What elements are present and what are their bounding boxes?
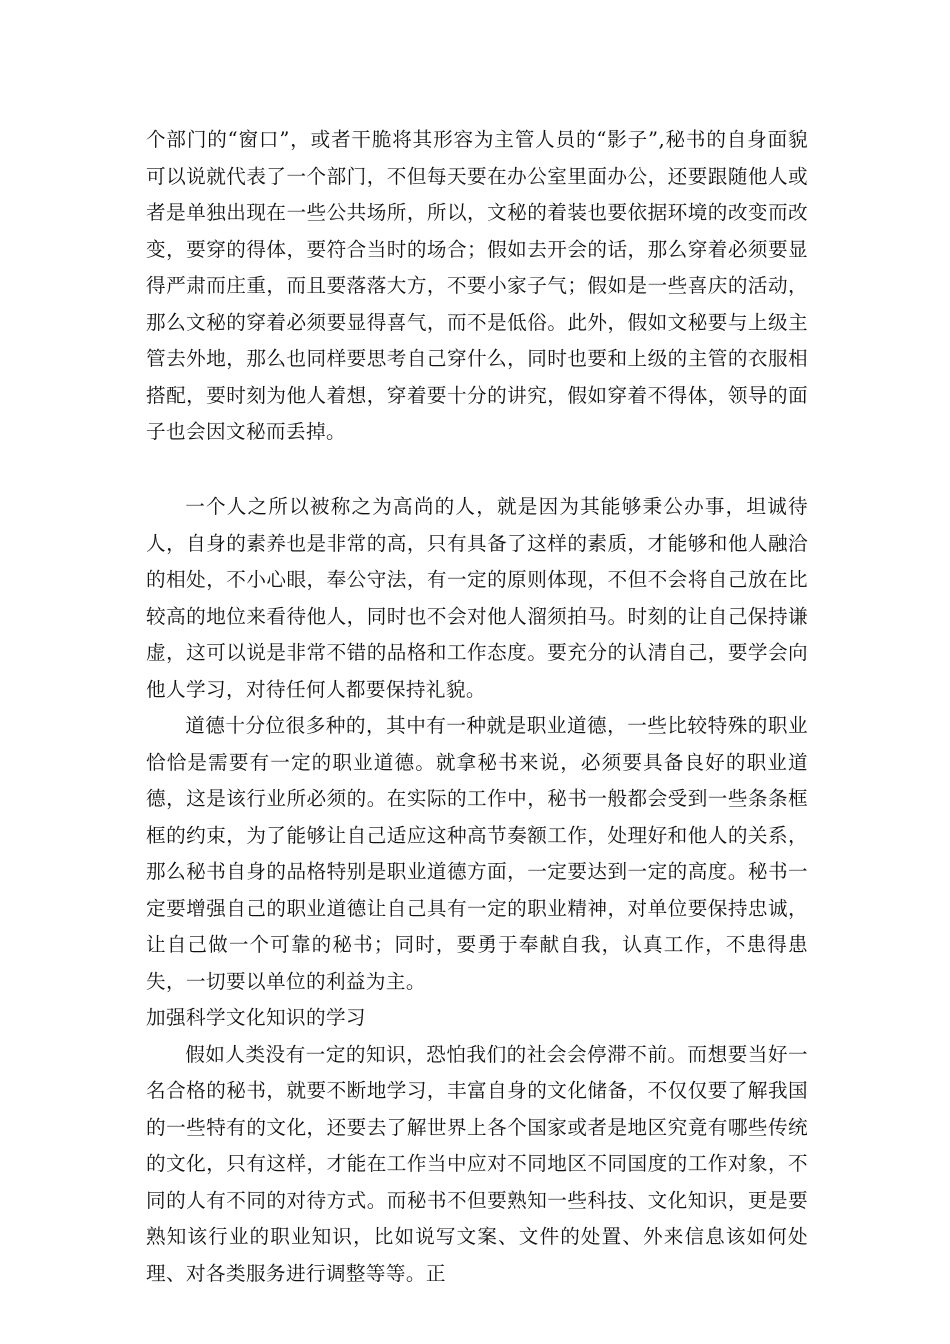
text-block-main: [146, 489, 808, 1292]
paragraph-continued: 个部门的“窗口”，或者干脆将其形容为主管人员的“影子”,秘书的自身面貌可以说就代表了一个部门，不但每天要在办公室里面办公，还要跟随他人或者是单独出现在一些公共场所，所以，文秘的着装也要依据环境的改变而改变，要穿的得体，要符合当时的场合；假如去开会的话，那么穿着必须要显得严肃而庄重，而且要落落大方，不要小家子气；假如是一些喜庆的活动，那么文秘的穿着必须要显得喜气，而不是低俗。此外，假如文秘要与上级主管去外地，那么也同样要思考自己穿什么，同时也要和上级的主管的衣服相搭配，要时刻为他人着想，穿着要十分的讲究，假如穿着不得体，领导的面子也会因文秘而丢掉。: [146, 128, 808, 443]
paragraph-knowledge-learning: 假如人类没有一定的知识，恐怕我们的社会会停滞不前。而想要当好一名合格的秘书，就要不断地学习，丰富自身的文化储备，不仅仅要了解我国的一些特有的文化，还要去了解世界上各个国家或者是地区究竟有哪些传统的文化，只有这样，才能在工作当中应对不同地区不同国度的工作对象，不同的人有不同的对待方式。而秘书不但要熟知一些科技、文化知识，更是要熟知该行业的职业知识，比如说写文案、文件的处置、外来信息该如何处理、对各类服务进行调整等等。正: [146, 1042, 808, 1285]
paragraph-noble-person: 一个人之所以被称之为高尚的人，就是因为其能够秉公办事，坦诚待人，自身的素养也是非常的高，只有具备了这样的素质，才能够和他人融洽的相处，不小心眼，奉公守法，有一定的原则体现，不但不会将自己放在比较高的地位来看待他人，同时也不会对他人溜须拍马。时刻的让自己保持谦虚，这可以说是非常不错的品格和工作态度。要充分的认清自己，要学会向他人学习，对待任何人都要保持礼貌。: [146, 495, 808, 701]
paragraph-professional-ethics: 道德十分位很多种的，其中有一种就是职业道德，一些比较特殊的职业恰恰是需要有一定的职业道德。就拿秘书来说，必须要具备良好的职业道德，这是该行业所必须的。在实际的工作中，秘书一般都会受到一些条条框框的约束，为了能够让自己适应这种高节奏额工作，处理好和他人的关系，那么秘书自身的品格特别是职业道德方面，一定要达到一定的高度。秘书一定要增强自己的职业道德让自己具有一定的职业精神，对单位要保持忠诚，让自己做一个可靠的秘书；同时，要勇于奉献自我，认真工作，不患得患失，一切要以单位的利益为主。: [146, 714, 808, 993]
section-heading: 加强科学文化知识的学习: [146, 1006, 366, 1029]
text-block-top: [146, 122, 808, 451]
